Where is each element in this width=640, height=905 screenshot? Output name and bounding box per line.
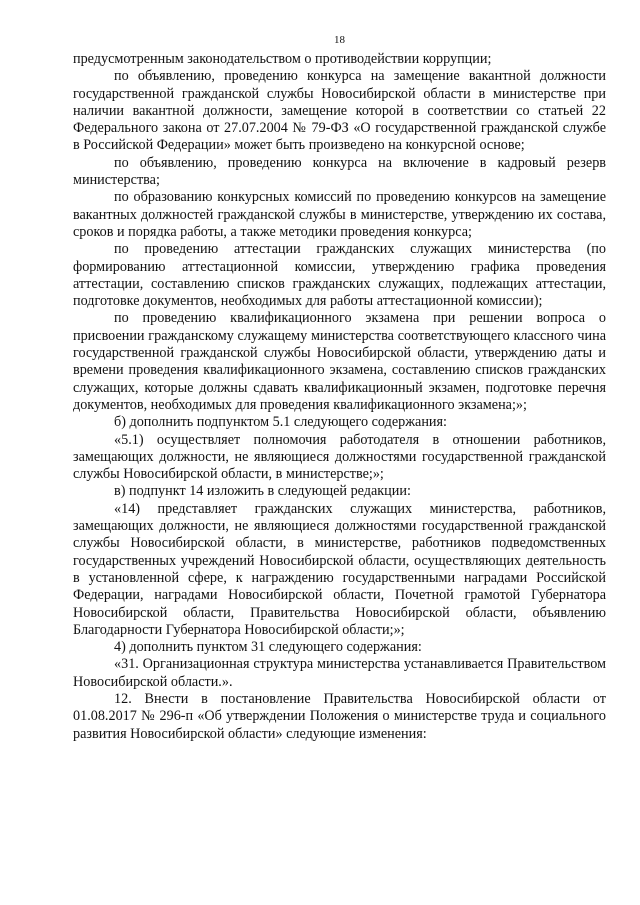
- paragraph-clause-31: «31. Организационная структура министерства устанавливается Правительством Новосибирской области.».: [73, 656, 606, 690]
- paragraph-amend-v: в) подпункт 14 изложить в следующей редакции:: [114, 483, 411, 500]
- paragraph-attestation: по проведению аттестации гражданских служащих министерства (по формированию аттестационной комиссии, утверждению графика проведения аттестации, составлению списков гражданских служащих, подлежащих аттестации, подготовке документов, необходимых для работы аттестационной комиссии);: [73, 241, 606, 310]
- paragraph-amend-b: б) дополнить подпунктом 5.1 следующего содержания:: [114, 414, 447, 431]
- paragraph-continuation: предусмотренным законодательством о противодействии коррупции;: [73, 51, 492, 67]
- paragraph-competition-vacancy: по объявлению, проведению конкурса на замещение вакантной должности государственной гражданской службы Новосибирской области в министерстве при наличии вакантной должности, замещение которой в соответствии со статьей 22 Федерального закона от 27.07.2004 № 79-ФЗ «О государственной гражданской службе в Российской Федерации» может быть произведено на конкурсной основе;: [73, 68, 606, 154]
- paragraph-item-12: 12. Внести в постановление Правительства Новосибирской области от 01.08.2017 № 296-п «Об утверждении Положения о министерстве труда и социального развития Новосибирской области» следующие изменения:: [73, 690, 606, 742]
- paragraph-qualification-exam: по проведению квалификационного экзамена при решении вопроса о присвоении гражданскому служащему министерства соответствующего классного чина государственной гражданской службы Новосибирской области, утверждению даты и времени проведения квалификационного экзамена, составлению списков гражданских служащих, которые должны сдавать квалификационный экзамен, подготовке перечня документов, необходимых для проведения квалификационного экзамена;»;: [73, 310, 606, 413]
- paragraph-amend-4: 4) дополнить пунктом 31 следующего содержания:: [114, 639, 422, 656]
- paragraph-personnel-reserve: по объявлению, проведению конкурса на включение в кадровый резерв министерства;: [73, 154, 606, 189]
- page-number: 18: [334, 34, 345, 46]
- paragraph-competition-commissions: по образованию конкурсных комиссий по проведению конкурсов на замещение вакантных должностей гражданской службы в министерстве, утверждению их состава, сроков и порядка работы, а также методики проведения конкурса;: [73, 189, 606, 240]
- paragraph-subclause-5-1: «5.1) осуществляет полномочия работодателя в отношении работников, замещающих должности, не являющиеся должностями государственной гражданской службы Новосибирской области, в министерстве;»;: [73, 431, 606, 483]
- paragraph-subclause-14: «14) представляет гражданских служащих министерства, работников, замещающих должности, не являющиеся должностями государственной гражданской службы Новосибирской области, в министерстве, работников подведомственных государственных учреждений Новосибирской области, осуществляющих деятельность в установленной сфере, к награждению государственными наградами Российской Федерации, наградами Новосибирской области, Почетной грамотой Губернатора Новосибирской области, Правительства Новосибирской области, объявлению Благодарности Губернатора Новосибирской области;»;: [73, 500, 606, 638]
